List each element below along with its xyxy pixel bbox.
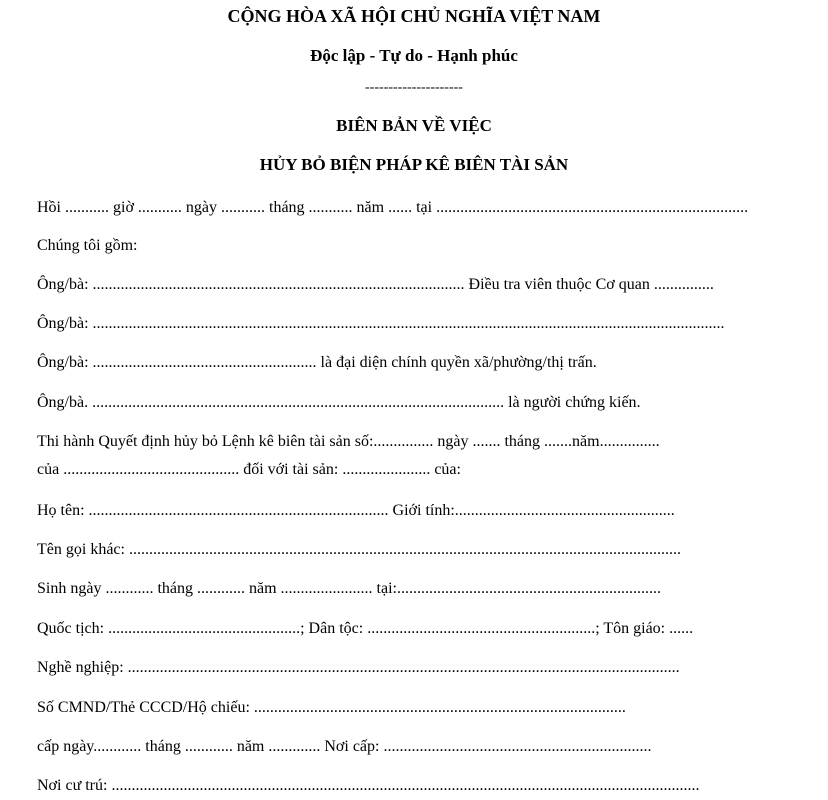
document-title-line1: BIÊN BẢN VỀ VIỆC: [336, 116, 492, 135]
line-birth: Sinh ngày ............ tháng ............ năm ....................... tại:..................................................................: [37, 580, 661, 597]
line-id-number: Số CMND/Thẻ CCCD/Hộ chiếu: .............................................................................................: [37, 699, 626, 716]
line-residence: Nơi cư trú: ...................................................................................................................................................: [37, 777, 700, 794]
line-witness: Ông/bà. ....................................................................................................... là người chứng kiến.: [37, 394, 641, 411]
line-local-authority: Ông/bà: ........................................................ là đại diện chính quyền xã/phường/thị trấn.: [37, 354, 597, 371]
line-time-place: Hồi ........... giờ ........... ngày ........... tháng ........... năm ...... tại ..............................................................................: [37, 199, 749, 216]
line-occupation: Nghề nghiệp: ..........................................................................................................................................: [37, 659, 680, 676]
motto-heading: Độc lập - Tự do - Hạnh phúc: [310, 46, 518, 65]
line-investigator: Ông/bà: ............................................................................................. Điều tra viên thuộc Cơ quan ...............: [37, 276, 714, 293]
line-decision: Thi hành Quyết định hủy bỏ Lệnh kê biên tài sản số:............... ngày ....... tháng .......năm...............: [37, 433, 660, 450]
nation-heading: CỘNG HÒA XÃ HỘI CHỦ NGHĨA VIỆT NAM: [227, 6, 601, 26]
line-person-2: Ông/bà: ..............................................................................................................................................................: [37, 315, 725, 332]
document-title-line2: HỦY BỎ BIỆN PHÁP KÊ BIÊN TÀI SẢN: [259, 155, 569, 174]
line-members-intro: Chúng tôi gồm:: [37, 237, 138, 254]
line-nationality: Quốc tịch: ................................................; Dân tộc: .........................................................; Tôn giáo: ......: [37, 620, 694, 637]
line-decision-cont: của ............................................ đối với tài sản: ...................... của:: [37, 461, 461, 478]
header-separator: ---------------------: [365, 80, 463, 95]
line-other-name: Tên gọi khác: ..........................................................................................................................................: [37, 541, 681, 558]
line-id-issue: cấp ngày............ tháng ............ năm ............. Nơi cấp: ...................................................................: [37, 738, 652, 755]
line-full-name: Họ tên: ........................................................................... Giới tính:.......................................................: [37, 502, 675, 519]
